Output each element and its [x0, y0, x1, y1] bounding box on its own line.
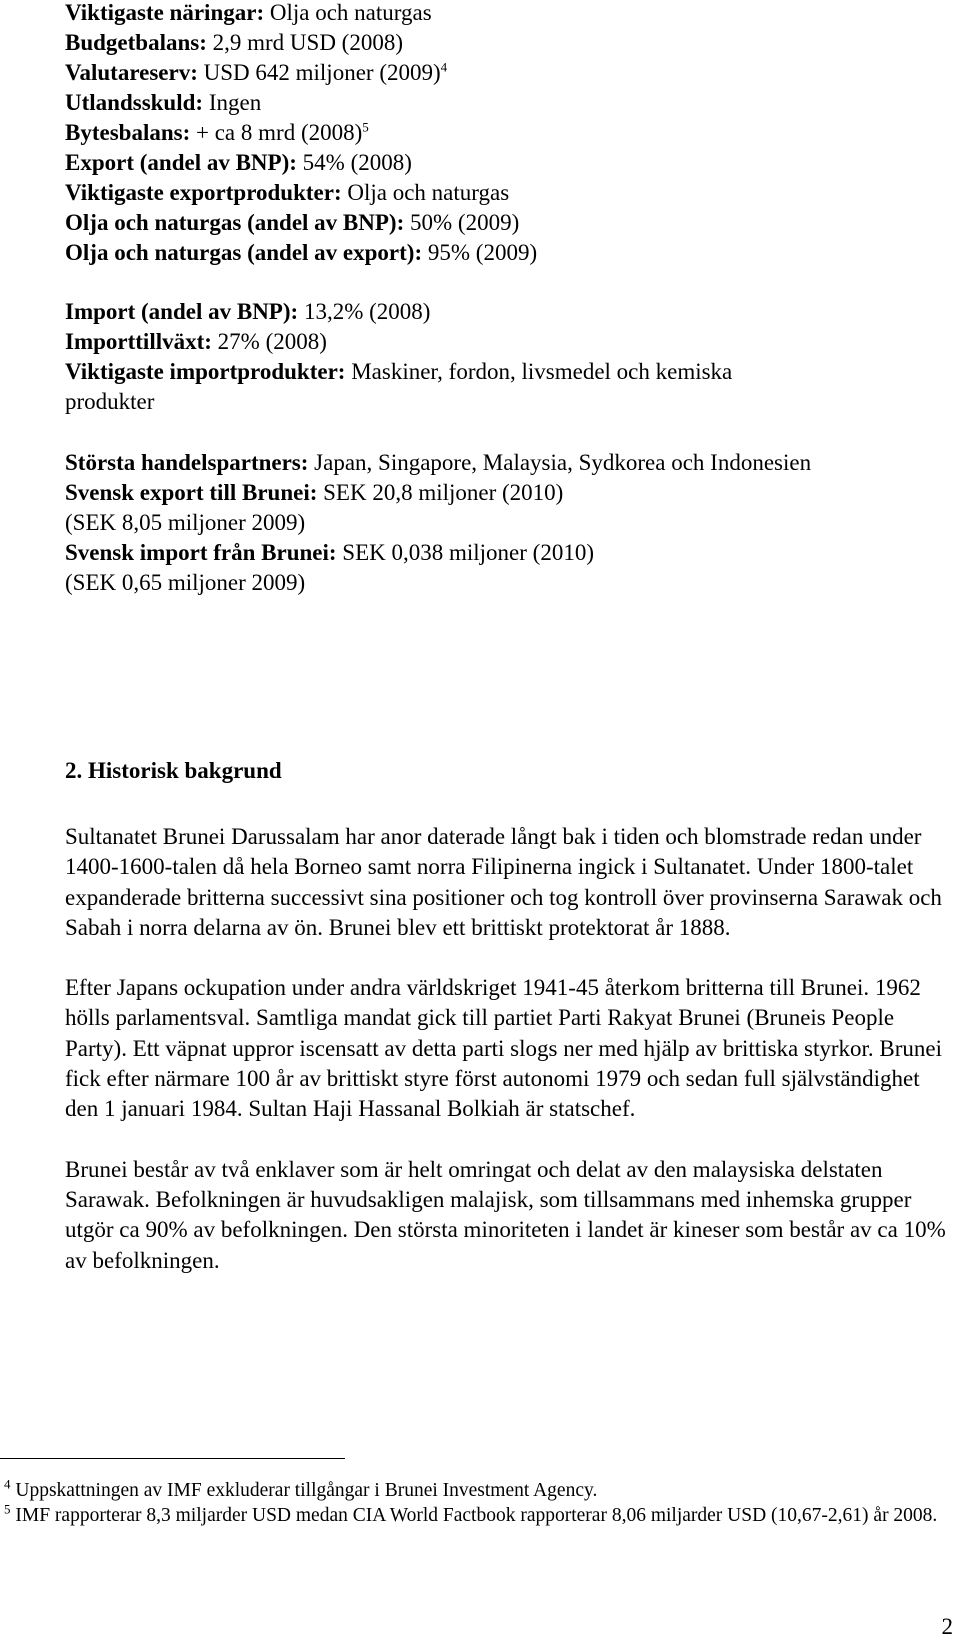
footnote-number: 4	[4, 1476, 11, 1492]
footnote-text: IMF rapporterar 8,3 miljarder USD medan CIA World Factbook rapporterar 8,06 miljarder USD (10,67-2,61) år 2008.	[10, 1505, 938, 1526]
fact-label: Viktigaste exportprodukter:	[65, 180, 342, 205]
fact-value: Olja och naturgas	[341, 180, 510, 205]
fact-label: Budgetbalans:	[65, 30, 207, 55]
fact-row	[65, 238, 955, 268]
fact-value: Olja och naturgas	[264, 0, 432, 25]
footnote-number: 5	[4, 1501, 11, 1517]
fact-row	[65, 568, 955, 598]
fact-value: Japan, Singapore, Malaysia, Sydkorea och Indonesien	[308, 450, 812, 475]
fact-label: Svensk export till Brunei:	[65, 480, 318, 505]
fact-value: 95% (2009)	[422, 240, 538, 265]
fact-row	[65, 508, 955, 538]
footnote	[4, 1503, 954, 1528]
fact-label: Export (andel av BNP):	[65, 150, 297, 175]
section-body	[65, 822, 955, 1306]
section-heading: 2. Historisk bakgrund	[65, 758, 282, 783]
fact-value: 2,9 mrd USD (2008)	[206, 30, 404, 55]
fact-row	[65, 538, 955, 568]
fact-label: Import (andel av BNP):	[65, 299, 299, 324]
footnote-text: Uppskattningen av IMF exkluderar tillgångar i Brunei Investment Agency.	[10, 1480, 598, 1501]
fact-value: 54% (2008)	[296, 150, 412, 175]
fact-label: Olja och naturgas (andel av BNP):	[65, 210, 405, 235]
fact-row	[65, 297, 955, 327]
fact-row	[65, 118, 955, 148]
paragraph: Efter Japans ockupation under andra världskriget 1941-45 återkom britterna till Brunei. 1962 hölls parlamentsval. Samtliga mandat gick till partiet Parti Rakyat Brunei (Bruneis People Party). Ett väpnat uppror iscensatt av detta parti slogs ner med hjälp av brittiska styrkor. Brunei fick efter närmare 100 år av brittiskt styre först autonomi 1979 och sedan full självständighet den 1 januari 1984. Sultan Haji Hassanal Bolkiah är statschef.	[65, 975, 942, 1122]
footnote-separator	[0, 1458, 345, 1459]
fact-label: Viktigaste näringar:	[65, 0, 265, 25]
fact-value: Ingen	[203, 90, 262, 115]
page-number: 2	[941, 1614, 953, 1639]
fact-row	[65, 448, 825, 478]
fact-value: (SEK 0,65 miljoner 2009)	[65, 570, 306, 595]
fact-row	[65, 327, 955, 357]
paragraph: Brunei består av två enklaver som är helt omringat och delat av den malaysiska delstaten Sarawak. Befolkningen är huvudsakligen malajisk, som tillsammans med inhemska grupper utgör ca 90% av befolkningen. Den största minoriteten i landet är kineser som består av ca 10% av befolkningen.	[65, 1156, 946, 1273]
fact-row	[65, 88, 955, 118]
fact-label: Importtillväxt:	[65, 329, 212, 354]
fact-row	[65, 478, 955, 508]
fact-row	[65, 58, 955, 88]
key-facts-list	[65, 0, 955, 598]
fact-row	[65, 28, 955, 58]
fact-label: Bytesbalans:	[65, 120, 191, 145]
fact-label: Viktigaste importprodukter:	[65, 359, 346, 384]
fact-value: Maskiner, fordon, livsmedel och kemiska produkter	[65, 359, 733, 414]
fact-label: Utlandsskuld:	[65, 90, 204, 115]
spacer	[65, 268, 955, 297]
spacer	[65, 417, 955, 448]
footnotes	[4, 1478, 954, 1528]
fact-value: SEK 20,8 miljoner (2010)	[317, 480, 564, 505]
fact-label: Svensk import från Brunei:	[65, 540, 337, 565]
footnote	[4, 1478, 954, 1503]
fact-value: USD 642 miljoner (2009)	[197, 60, 441, 85]
fact-value: 13,2% (2008)	[298, 299, 431, 324]
fact-value: 50% (2009)	[404, 210, 520, 235]
fact-label: Olja och naturgas (andel av export):	[65, 240, 423, 265]
fact-value: (SEK 8,05 miljoner 2009)	[65, 510, 306, 535]
fact-row	[65, 178, 955, 208]
fact-label: Största handelspartners:	[65, 450, 309, 475]
fact-row	[65, 0, 955, 28]
fact-value: SEK 0,038 miljoner (2010)	[336, 540, 594, 565]
fact-label: Valutareserv:	[65, 60, 198, 85]
fact-row	[65, 357, 765, 417]
fact-row	[65, 148, 955, 178]
fact-row	[65, 208, 955, 238]
footnote-ref[interactable]: 5	[362, 119, 369, 135]
paragraph: Sultanatet Brunei Darussalam har anor daterade långt bak i tiden och blomstrade redan under 1400-1600-talen då hela Borneo samt norra Filipinerna ingick i Sultanatet. Under 1800-talet expanderade britterna successivt sina positioner och tog kontroll över provinserna Sarawak och Sabah i norra delarna av ön. Brunei blev ett brittiskt protektorat år 1888.	[65, 824, 942, 940]
fact-value: + ca 8 mrd (2008)	[190, 120, 363, 145]
fact-value: 27% (2008)	[211, 329, 327, 354]
footnote-ref[interactable]: 4	[440, 59, 448, 75]
